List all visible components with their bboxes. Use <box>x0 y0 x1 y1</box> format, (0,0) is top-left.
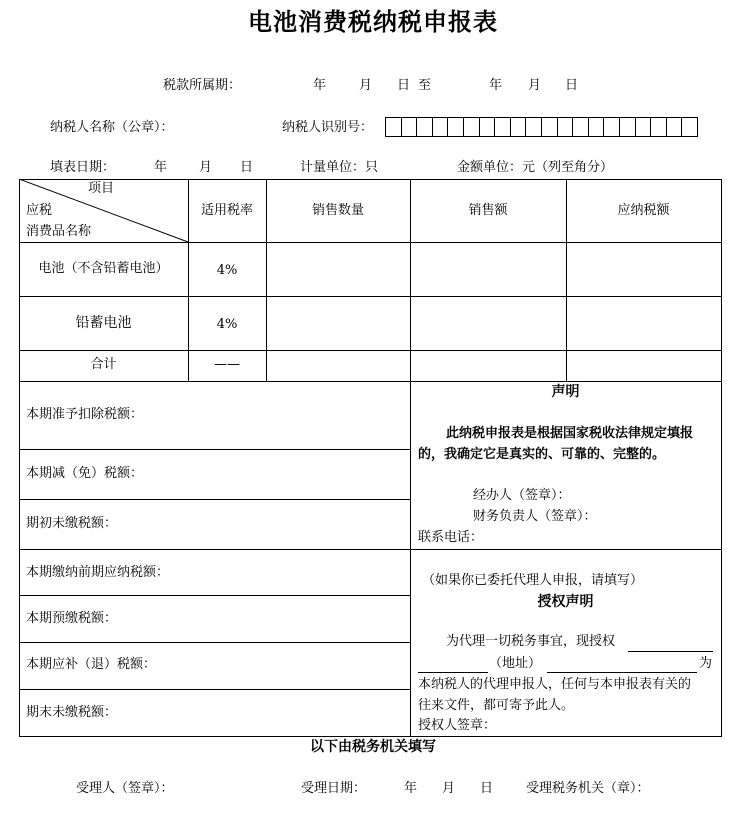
fill-month: 月 <box>199 160 213 175</box>
taxpayer-id-cell[interactable] <box>589 118 605 136</box>
declaration-phone: 联系电话： <box>418 530 484 545</box>
agent-addr-blank-2[interactable] <box>547 672 697 673</box>
taxpayer-id-cell[interactable] <box>542 118 558 136</box>
col-header-tax-payable: 应纳税额 <box>617 203 670 218</box>
period-label: 税款所属期： <box>163 78 242 93</box>
diag-header-product-name: 消费品名称 <box>26 224 92 239</box>
row-total-rate: —— <box>214 357 240 372</box>
col-header-sales: 销售额 <box>468 203 508 218</box>
fill-year: 年 <box>154 160 168 175</box>
authorization-line-1: 为代理一切税务事宜，现授权 <box>446 634 616 649</box>
taxpayer-id-cell[interactable] <box>480 118 496 136</box>
taxpayer-id-boxes[interactable] <box>385 117 698 137</box>
col-header-rate: 适用税率 <box>200 203 253 218</box>
authorization-title: 授权声明 <box>537 594 594 610</box>
fill-date-label: 填表日期： <box>50 160 116 175</box>
diag-header-item: 项目 <box>88 181 115 196</box>
period-day-2: 日 <box>565 78 579 93</box>
footer-year: 年 <box>404 781 418 796</box>
page-title: 电池消费税纳税申报表 <box>248 8 498 36</box>
footer-title: 以下由税务机关填写 <box>310 739 436 755</box>
authorization-line-3: 本纳税人的代理申报人，任何与本申报表有关的 <box>418 677 692 692</box>
row-lead-acid-rate: 4% <box>216 317 238 332</box>
taxpayer-id-cell[interactable] <box>495 118 511 136</box>
declaration-title: 声明 <box>551 384 580 400</box>
period-month-2: 月 <box>528 78 542 93</box>
taxpayer-id-cell[interactable] <box>636 118 652 136</box>
taxpayer-id-cell[interactable] <box>604 118 620 136</box>
item-supplement-refund: 本期应补（退）税额： <box>26 657 157 672</box>
taxpayer-id-cell[interactable] <box>620 118 636 136</box>
taxpayer-id-cell[interactable] <box>558 118 574 136</box>
taxpayer-id-cell[interactable] <box>386 118 402 136</box>
declaration-agent-sign: 经办人（签章）： <box>473 488 571 503</box>
taxpayer-id-cell[interactable] <box>402 118 418 136</box>
taxpayer-id-cell[interactable] <box>651 118 667 136</box>
period-to: 至 <box>418 78 432 93</box>
taxpayer-id-cell[interactable] <box>511 118 527 136</box>
footer-date-label: 受理日期： <box>301 781 367 796</box>
taxpayer-id-cell[interactable] <box>682 118 697 136</box>
amount-unit-label: 金额单位：元（列至角分） <box>457 160 614 175</box>
authorization-note: （如果你已委托代理人申报，请填写） <box>422 573 644 588</box>
taxpayer-id-cell[interactable] <box>526 118 542 136</box>
period-year-1: 年 <box>313 78 327 93</box>
taxpayer-id-cell[interactable] <box>417 118 433 136</box>
authorization-line-4: 往来文件，都可寄予此人。 <box>418 698 575 713</box>
taxpayer-name-label: 纳税人名称（公章）： <box>50 120 174 135</box>
item-prior-period-paid: 本期缴纳前期应纳税额： <box>26 565 170 580</box>
item-reduced-tax: 本期减（免）税额： <box>26 466 144 481</box>
period-year-2: 年 <box>489 78 503 93</box>
row-lead-acid-name: 铅蓄电池 <box>75 315 132 331</box>
footer-day: 日 <box>480 781 494 796</box>
diag-header-taxable: 应税 <box>26 203 53 218</box>
unit-label: 计量单位：只 <box>300 160 379 175</box>
footer-office: 受理税务机关（章）： <box>526 781 650 796</box>
period-month-1: 月 <box>359 78 373 93</box>
item-opening-unpaid: 期初未缴税额： <box>26 516 118 531</box>
col-header-quantity: 销售数量 <box>311 203 364 218</box>
footer-month: 月 <box>442 781 456 796</box>
footer-receiver: 受理人（签章）： <box>76 781 174 796</box>
item-closing-unpaid: 期末未缴税额： <box>26 705 118 720</box>
declaration-text-1: 此纳税申报表是根据国家税收法律规定填报 <box>446 426 694 441</box>
agent-addr-blank-1[interactable] <box>418 672 488 673</box>
agent-name-blank[interactable] <box>628 651 713 652</box>
row-total-name: 合计 <box>90 357 117 372</box>
taxpayer-id-cell[interactable] <box>573 118 589 136</box>
taxpayer-id-cell[interactable] <box>433 118 449 136</box>
item-deductible-tax: 本期准予扣除税额： <box>26 407 144 422</box>
fill-day: 日 <box>240 160 254 175</box>
authorization-wei: 为 <box>699 656 713 671</box>
authorization-address: （地址） <box>489 656 542 671</box>
period-day-1: 日 <box>397 78 411 93</box>
row-battery-rate: 4% <box>216 263 238 278</box>
taxpayer-id-cell[interactable] <box>464 118 480 136</box>
taxpayer-id-label: 纳税人识别号： <box>282 120 374 135</box>
item-prepaid-tax: 本期预缴税额： <box>26 611 118 626</box>
authorization-sign: 授权人签章： <box>418 718 497 733</box>
row-battery-name: 电池（不含铅蓄电池） <box>38 261 169 276</box>
taxpayer-id-cell[interactable] <box>667 118 683 136</box>
taxpayer-id-cell[interactable] <box>448 118 464 136</box>
declaration-finance-sign: 财务负责人（签章）： <box>473 509 597 524</box>
declaration-text-2: 的，我确定它是真实的、可靠的、完整的。 <box>418 447 666 462</box>
